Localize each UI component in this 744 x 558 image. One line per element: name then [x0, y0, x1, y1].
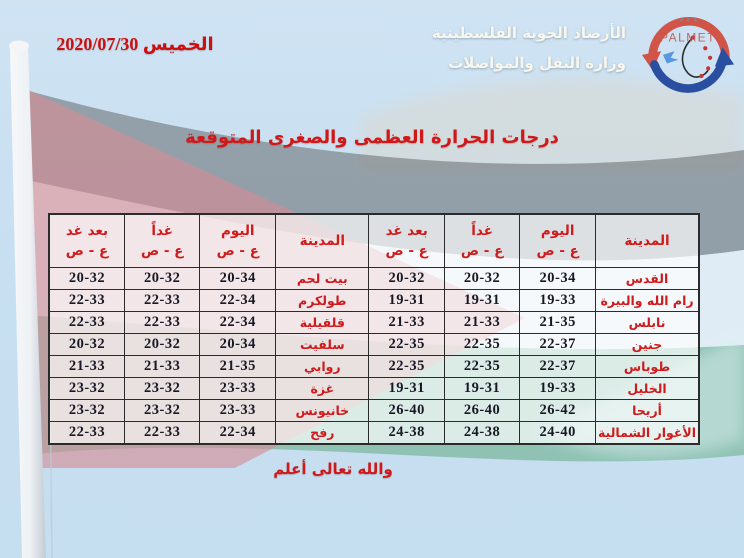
table-header [49, 214, 699, 268]
logo-wordmark: PALMET [660, 30, 716, 45]
temperature-cell: 26-40 [369, 400, 444, 422]
temperature-cell: 21-33 [369, 312, 444, 334]
temperature-cell: 26-42 [520, 400, 596, 422]
bulletin-date: الخميس 2020/07/30 [56, 34, 214, 54]
temperature-cell: 22-33 [124, 290, 199, 312]
temperature-table [48, 213, 700, 445]
city-cell: رفح [276, 422, 369, 445]
table-row [49, 334, 699, 356]
temperature-cell: 22-33 [124, 312, 199, 334]
table-row [49, 422, 699, 445]
temperature-cell: 22-33 [124, 422, 199, 445]
temperature-cell: 22-34 [200, 422, 276, 445]
temperature-cell: 22-35 [369, 334, 444, 356]
org-header [432, 18, 626, 78]
temperature-cell: 21-35 [520, 312, 596, 334]
temperature-cell: 19-33 [520, 290, 596, 312]
temperature-cell: 20-32 [444, 268, 519, 290]
city-cell: قلقيلية [276, 312, 369, 334]
header-dayafter-right: بعد غد ع - ص [369, 214, 444, 268]
table-row [49, 312, 699, 334]
city-cell: أريحا [596, 400, 699, 422]
city-cell: سلفيت [276, 334, 369, 356]
temperature-cell: 20-34 [200, 268, 276, 290]
temperature-cell: 20-34 [200, 334, 276, 356]
table-row [49, 400, 699, 422]
temperature-cell: 22-35 [444, 334, 519, 356]
temperature-cell: 22-35 [444, 356, 519, 378]
temperature-cell: 21-33 [49, 356, 124, 378]
closing-phrase: والله تعالى أعلم [273, 460, 393, 478]
temperature-cell: 19-31 [444, 290, 519, 312]
temperature-cell: 19-33 [520, 378, 596, 400]
temperature-cell: 20-32 [49, 268, 124, 290]
temperature-cell: 24-38 [444, 422, 519, 445]
header-dayafter-left: بعد غد ع - ص [49, 214, 124, 268]
temperature-cell: 23-32 [49, 378, 124, 400]
table-body [49, 268, 699, 445]
temperature-cell: 21-35 [200, 356, 276, 378]
city-cell: نابلس [596, 312, 699, 334]
city-cell: غزة [276, 378, 369, 400]
temperature-cell: 24-40 [520, 422, 596, 445]
temperature-cell: 22-37 [520, 334, 596, 356]
city-cell: طولكرم [276, 290, 369, 312]
city-cell: الخليل [596, 378, 699, 400]
header-city-left: المدينة [276, 214, 369, 268]
header-tomorrow-right: غداً ع - ص [444, 214, 519, 268]
temperature-cell: 22-33 [49, 312, 124, 334]
temperature-cell: 23-32 [124, 400, 199, 422]
temperature-cell: 22-33 [49, 290, 124, 312]
temperature-cell: 23-33 [200, 400, 276, 422]
temperature-cell: 19-31 [444, 378, 519, 400]
temperature-cell: 20-32 [369, 268, 444, 290]
city-cell: طوباس [596, 356, 699, 378]
header-city-right: المدينة [596, 214, 699, 268]
table-row [49, 378, 699, 400]
temperature-cell: 21-33 [124, 356, 199, 378]
temperature-cell: 22-33 [49, 422, 124, 445]
city-cell: القدس [596, 268, 699, 290]
city-cell: جنين [596, 334, 699, 356]
city-cell: خانيونس [276, 400, 369, 422]
temperature-cell: 22-34 [200, 290, 276, 312]
temperature-cell: 22-37 [520, 356, 596, 378]
temperature-cell: 19-31 [369, 378, 444, 400]
temperature-cell: 26-40 [444, 400, 519, 422]
org-ministry: وزارة النقل والمواصلات [448, 54, 626, 72]
header-today-left: اليوم ع - ص [200, 214, 276, 268]
temperature-cell: 23-32 [124, 378, 199, 400]
table-row [49, 290, 699, 312]
city-cell: رام الله والبيرة [596, 290, 699, 312]
temperature-cell: 23-32 [49, 400, 124, 422]
bird-icon [663, 51, 678, 63]
temperature-cell: 21-33 [444, 312, 519, 334]
table-row [49, 268, 699, 290]
page-title: درجات الحرارة العظمى والصغرى المتوقعة [185, 127, 559, 148]
temperature-cell: 20-34 [520, 268, 596, 290]
city-cell: الأغوار الشمالية [596, 422, 699, 445]
temperature-cell: 22-35 [369, 356, 444, 378]
header-today-right: اليوم ع - ص [520, 214, 596, 268]
temperature-cell: 20-32 [49, 334, 124, 356]
header-row [49, 214, 699, 268]
palmet-logo-icon [640, 4, 736, 102]
temperature-cell: 23-33 [200, 378, 276, 400]
temperature-cell: 20-32 [124, 268, 199, 290]
temperature-cell: 24-38 [369, 422, 444, 445]
table-row [49, 356, 699, 378]
temperature-cell: 19-31 [369, 290, 444, 312]
temperature-cell: 20-32 [124, 334, 199, 356]
city-cell: بيت لحم [276, 268, 369, 290]
temperature-cell: 22-34 [200, 312, 276, 334]
header-tomorrow-left: غداً ع - ص [124, 214, 199, 268]
org-name: الأرصاد الجوية الفلسطينية [431, 24, 626, 42]
city-cell: روابي [276, 356, 369, 378]
